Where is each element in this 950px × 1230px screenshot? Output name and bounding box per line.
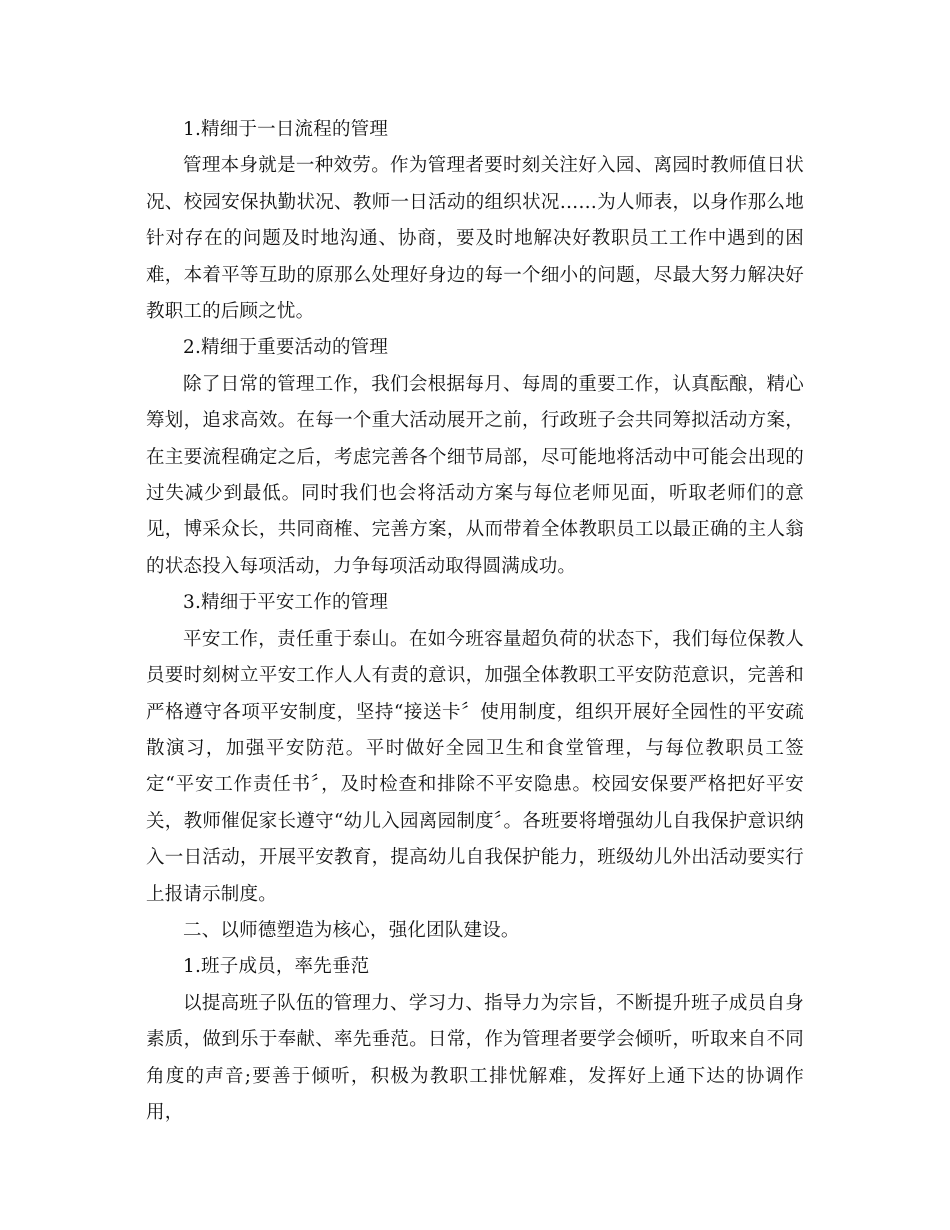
- section-heading-2-1: 1.班子成员，率先垂范: [183, 956, 370, 978]
- document-body: [146, 112, 804, 1131]
- paragraph-2: 除了日常的管理工作，我们会根据每月、每周的重要工作，认真酝酿，精心筹划，追求高效。在每一个重大活动展开之前，行政班子会共同筹拟活动方案，在主要流程确定之后，考虑完善各个细节局部，尽可能地将活动中可能会出现的过失减少到最低。同时我们也会将活动方案与每位老师见面，听取老师们的意见，博采众长，共同商榷、完善方案，从而带着全体教职员工以最正确的主人翁的状态投入每项活动，力争每项活动取得圆满成功。: [146, 373, 804, 577]
- section-heading-1-3: 3.精细于平安工作的管理: [183, 592, 389, 614]
- section-heading-1-1: 1.精细于一日流程的管理: [183, 119, 389, 140]
- section-heading-2: 二、以师德塑造为核心，强化团队建设。: [183, 919, 520, 941]
- paragraph-3: 平安工作，责任重于泰山。在如今班容量超负荷的状态下，我们每位保教人员要时刻树立平安工作人人有责的意识，加强全体教职工平安防范意识，完善和严格遵守各项平安制度，坚持“接送卡〞使用制度，组织开展好全园性的平安疏散演习，加强平安防范。平时做好全园卫生和食堂管理，与每位教职员工签定“平安工作责任书〞，及时检查和排除不平安隐患。校园安保要严格把好平安关，教师催促家长遵守“幼儿入园离园制度〞。各班要将增强幼儿自我保护意识纳入一日活动，开展平安教育，提高幼儿自我保护能力，班级幼儿外出活动要实行上报请示制度。: [146, 628, 804, 905]
- paragraph-4: 以提高班子队伍的管理力、学习力、指导力为宗旨，不断提升班子成员自身素质，做到乐于奉献、率先垂范。日常，作为管理者要学会倾听，听取来自不同角度的声音;要善于倾听，积极为教职工排忧解难，发挥好上通下达的协调作用，: [146, 992, 804, 1123]
- section-heading-1-2: 2.精细于重要活动的管理: [183, 337, 389, 359]
- paragraph-1: 管理本身就是一种效劳。作为管理者要时刻关注好入园、离园时教师值日状况、校园安保执勤状况、教师一日活动的组织状况……为人师表，以身作那么地针对存在的问题及时地沟通、协商，要及时地解决好教职员工工作中遇到的困难，本着平等互助的原那么处理好身边的每一个细小的问题，尽最大努力解决好教职工的后顾之忧。: [146, 155, 804, 323]
